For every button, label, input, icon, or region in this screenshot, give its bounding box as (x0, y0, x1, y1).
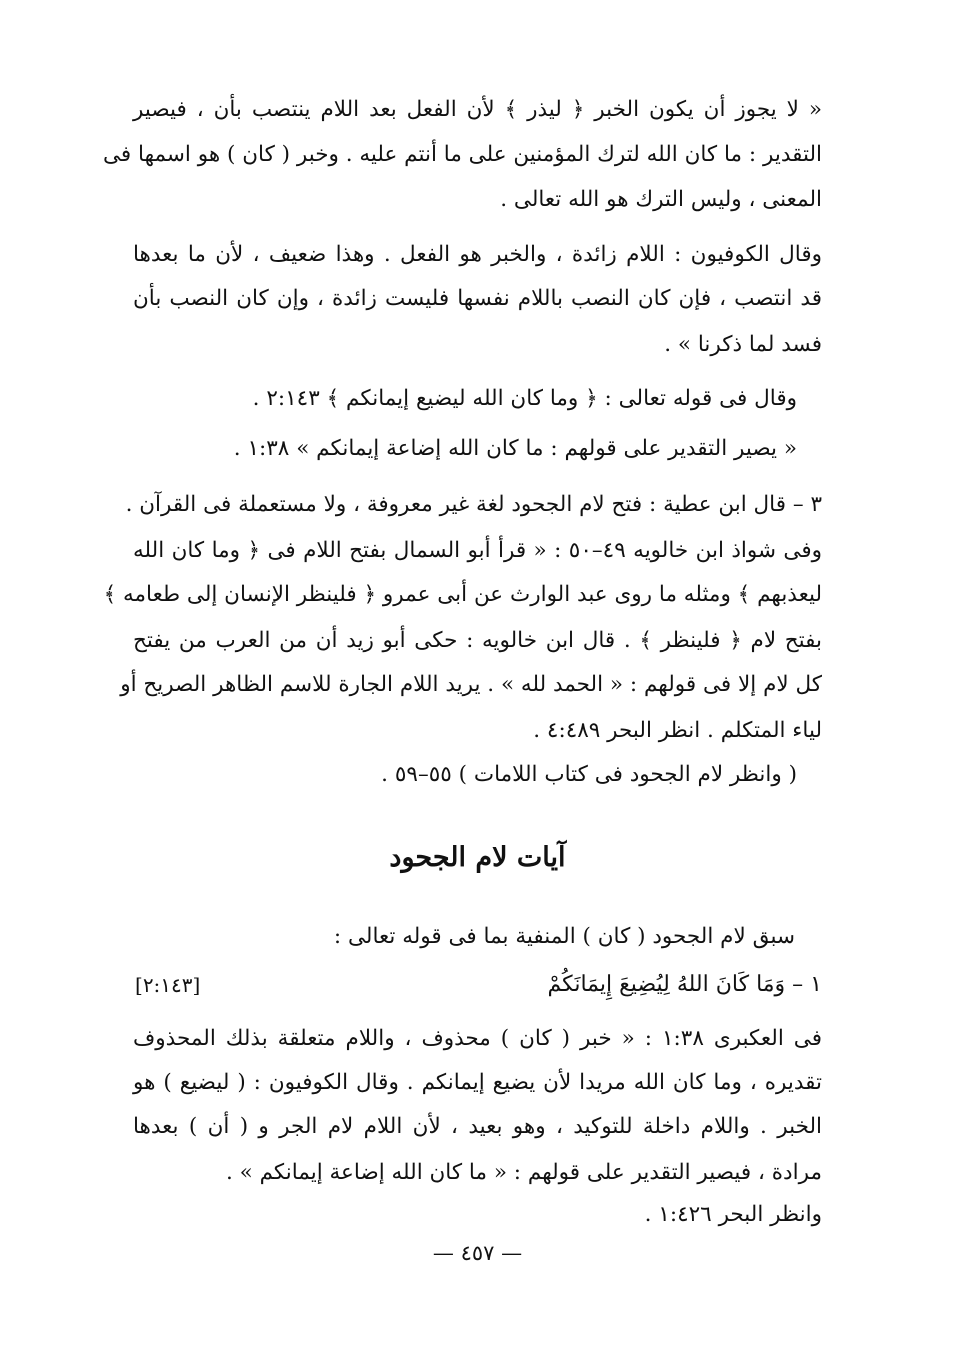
intro-line: سبق لام الجحود ( كان ) المنفية بما فى قوله تعالى : (333, 924, 795, 949)
section-heading: آيات لام الجحود (389, 842, 566, 873)
paragraph3-line: بفتح لام ﴿ فلينظر ﴾ . قال ابن خالويه : حكى أبو زيد أن من العرب من يفتح (133, 628, 822, 653)
paragraph4-line: تقديره ، وما كان الله مريدا لأن يضيع إيمانكم . وقال الكوفيون : ( ليضيع ) هو (133, 1070, 822, 1095)
paragraph3-line: ليعذبهم ﴾ ومثله ما روى عبد الوارث عن أبى عمرو ﴿ فلينظر الإنسان إلى طعامه ﴾ (103, 582, 822, 607)
paragraph3-line: كل لام إلا فى قولهم : « الحمد لله » . يريد اللام الجارة للاسم الظاهر الصريح أو (120, 672, 822, 697)
verse-reference: [٢:١٤٣] (135, 973, 201, 997)
paragraph3-line: لياء المتكلم . انظر البحر ٤:٤٨٩ . (533, 718, 822, 743)
note-line: ( وانظر لام الجحود فى كتاب اللامات ) ٥٥–٥٩ . (381, 762, 797, 787)
paragraph4-line: الخبر . واللام داخلة للتوكيد ، وهو بعيد ، لأن اللام لام الجر و ( أن ) بعدها (133, 1114, 822, 1139)
paragraph3-line: ٣ – قال ابن عطية : فتح لام الجحود لغة غير معروفة ، ولا مستعملة فى القرآن . (125, 492, 822, 517)
page-number: — ٤٥٧ — (432, 1241, 523, 1265)
paragraph2-line: وقال الكوفيون : اللام زائدة ، والخبر هو الفعل . وهذا ضعيف ، لأن ما بعدها (133, 242, 822, 267)
quote-line: « يصير التقدير على قولهم : ما كان الله إضاعة إيمانكم » ١:٣٨ . (233, 436, 797, 461)
paragraph4-line: مرادة ، فيصير التقدير على قولهم : « ما كان الله إضاعة إيمانكم » . (225, 1160, 822, 1185)
paragraph1-line: المعنى ، وليس الترك هو الله تعالى . (500, 187, 822, 212)
paragraph3-line: وفى شواذ ابن خالويه ٤٩–٥٠ : « قرأ أبو السمال بفتح اللام فى ﴿ وما كان الله (133, 538, 823, 563)
paragraph1-line: « لا يجوز أن يكون الخبر ﴿ ليذر ﴾ لأن الفعل بعد اللام ينتصب بأن ، فيصير (133, 97, 822, 122)
verse-line: ١ – وَمَا كَانَ اللهُ لِيُضِيعَ إِيمَانَكُمْ (547, 972, 822, 997)
paragraph2-line: فسد لما ذكرنا » . (664, 332, 822, 357)
paragraph2-line: قد انتصب ، فإن كان النصب باللام نفسها فليست زائدة ، وإن كان النصب بأن (133, 286, 822, 311)
quote-line: وقال فى قوله تعالى : ﴿ وما كان الله ليضيع إيمانكم ﴾ ٢:١٤٣ . (252, 386, 797, 411)
last-line: وانظر البحر ١:٤٢٦ . (644, 1202, 822, 1227)
paragraph1-line: التقدير : ما كان الله لترك المؤمنين على ما أنتم عليه . وخبر ( كان ) هو اسمها فى (102, 142, 822, 167)
paragraph4-line: فى العكبرى ١:٣٨ : « خبر ( كان ) محذوف ، واللام متعلقة بذلك المحذوف (133, 1026, 822, 1051)
